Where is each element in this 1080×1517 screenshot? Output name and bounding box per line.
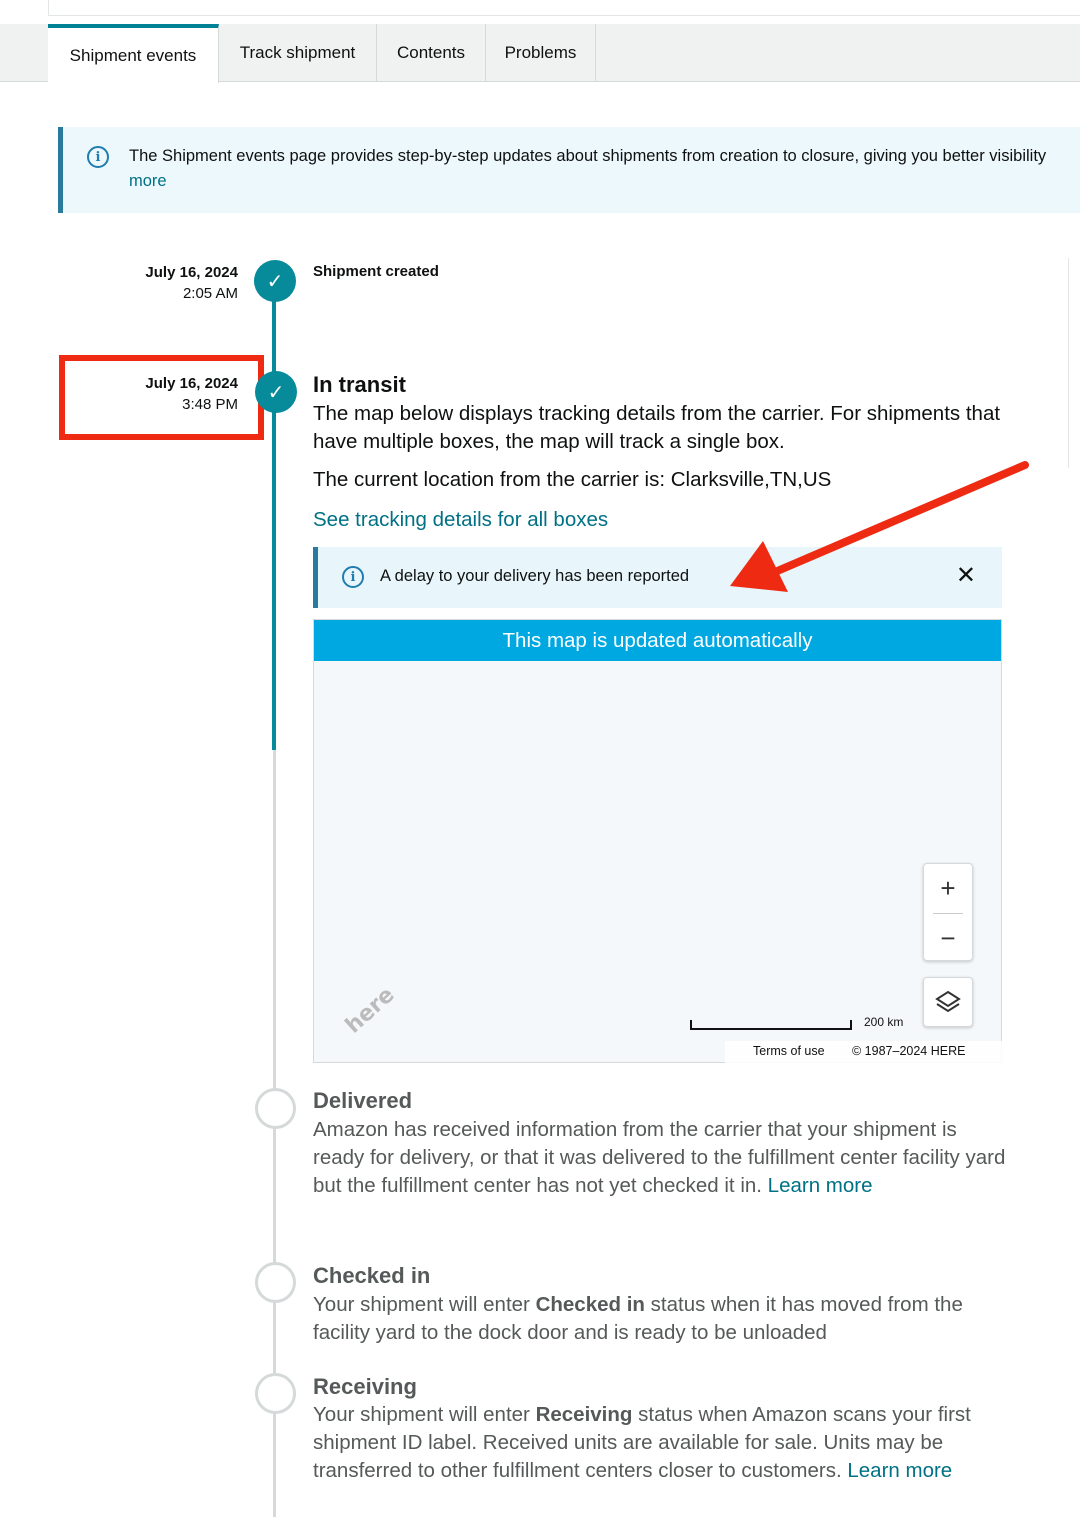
event-description-transit: The map below displays tracking details from the carrier. For shipments that have multiple boxes, the map will track a single box. bbox=[313, 402, 1001, 453]
status-name: Checked in bbox=[535, 1293, 645, 1316]
tab-label: Shipment events bbox=[69, 45, 197, 65]
here-logo: here bbox=[340, 982, 400, 1039]
layers-icon bbox=[935, 990, 961, 1014]
info-banner-more-link[interactable]: more bbox=[129, 172, 167, 190]
tab-label: Track shipment bbox=[239, 43, 356, 62]
terms-of-use-link[interactable]: Terms of use bbox=[753, 1044, 825, 1058]
description-text: Your shipment will enter bbox=[313, 1403, 536, 1426]
learn-more-link[interactable]: Learn more bbox=[847, 1459, 953, 1482]
map-zoom-control bbox=[923, 863, 973, 961]
tab-label: Contents bbox=[396, 43, 466, 62]
tracking-details-link[interactable]: See tracking details for all boxes bbox=[313, 508, 609, 531]
tracking-map[interactable] bbox=[313, 619, 1002, 1063]
map-layers-button[interactable] bbox=[923, 977, 973, 1027]
checkmark-icon: ✓ bbox=[254, 260, 296, 302]
event-title-receiving: Receiving bbox=[313, 1374, 417, 1399]
zoom-in-button[interactable]: + bbox=[940, 873, 956, 903]
map-scale-label: 200 km bbox=[864, 1015, 904, 1029]
description-text: Amazon has received information from the carrier that your shipment is ready for delivery, or that it was delivered to the fulfillment center facility yard but the fulfillment center has not yet checked it in. bbox=[313, 1118, 1006, 1197]
map-attribution bbox=[725, 1041, 1002, 1063]
delay-alert-text: A delay to your delivery has been reported bbox=[380, 567, 690, 585]
info-banner-text: The Shipment events page provides step-by-step updates about shipments from creation to closure, giving you better visibility bbox=[129, 147, 1047, 165]
map-scale-bar bbox=[690, 1020, 852, 1030]
tab-label: Problems bbox=[504, 43, 577, 62]
map-header: This map is updated automatically bbox=[314, 620, 1001, 661]
current-location-text: The current location from the carrier is: Clarksville,TN,US bbox=[313, 468, 832, 491]
event-description-receiving bbox=[313, 1401, 1013, 1485]
pending-step-icon bbox=[255, 1088, 296, 1129]
map-copyright: © 1987–2024 HERE bbox=[852, 1044, 966, 1058]
event-title-transit: In transit bbox=[313, 372, 406, 397]
event-title-delivered: Delivered bbox=[313, 1088, 413, 1113]
close-icon[interactable]: ✕ bbox=[955, 562, 976, 589]
description-text: status when Amazon scans your first shipment ID label. Received units are available for sale. Units may be transferred to other fulfillment centers closer to customers. bbox=[313, 1403, 971, 1482]
description-text: Your shipment will enter bbox=[313, 1293, 536, 1316]
pending-step-icon bbox=[255, 1262, 296, 1303]
event-description-delivered bbox=[313, 1116, 1013, 1200]
learn-more-link[interactable]: Learn more bbox=[767, 1174, 873, 1197]
event-description-checked-in bbox=[313, 1291, 1013, 1347]
event-date: July 16, 2024 bbox=[145, 264, 238, 281]
event-title-checked-in: Checked in bbox=[313, 1263, 431, 1288]
event-date: July 16, 2024 bbox=[145, 375, 238, 392]
description-text: status when it has moved from the facility yard to the dock door and is ready to be unloaded bbox=[313, 1293, 963, 1344]
pending-step-icon bbox=[255, 1373, 296, 1414]
info-icon: i bbox=[87, 146, 109, 168]
event-time: 3:48 PM bbox=[182, 396, 238, 413]
info-icon: i bbox=[342, 566, 364, 588]
event-time: 2:05 AM bbox=[182, 285, 238, 302]
checkmark-icon: ✓ bbox=[255, 371, 297, 413]
zoom-out-button[interactable]: − bbox=[940, 923, 956, 953]
event-title-created: Shipment created bbox=[313, 263, 439, 280]
status-name: Receiving bbox=[535, 1403, 633, 1426]
